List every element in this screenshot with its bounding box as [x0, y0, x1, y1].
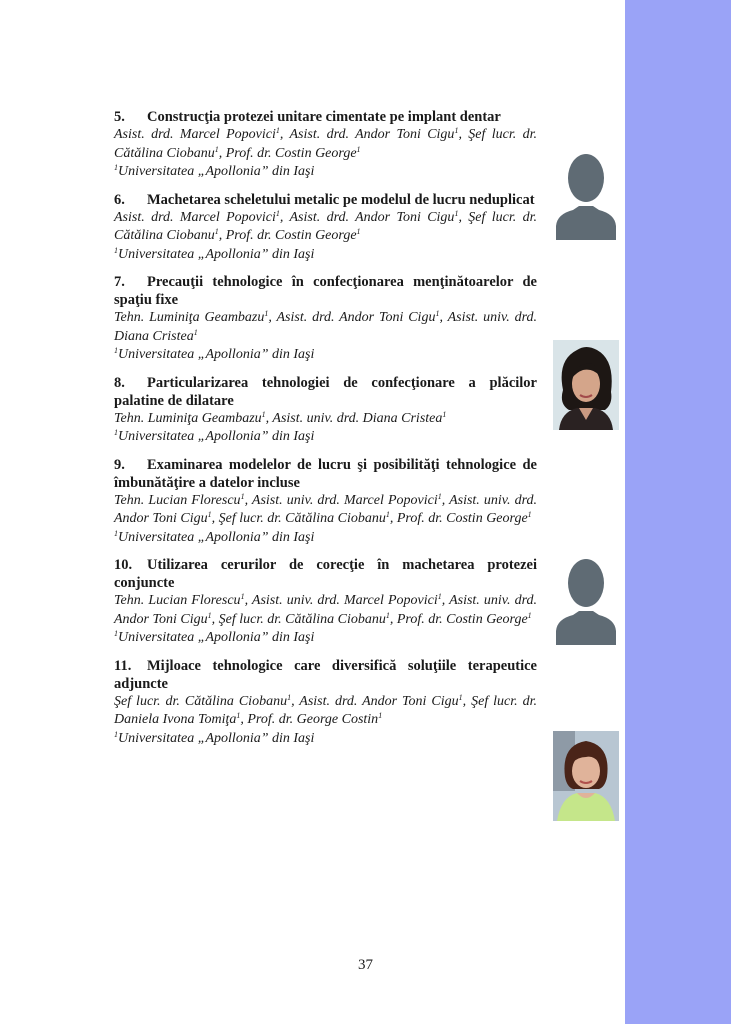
author-affiliation-mark: 1: [356, 144, 361, 154]
entry-title-text: Particularizarea tehnologiei de confecţionare a plăcilor palatine de dilatare: [114, 374, 537, 409]
author-name: Şef lucr. dr. Cătălina Ciobanu: [218, 511, 386, 526]
author-name: Asist. drd. Andor Toni Cigu: [276, 310, 436, 325]
entry-number: 5.: [114, 109, 125, 125]
author-affiliation-mark: 1: [437, 491, 442, 501]
entry-title: [114, 191, 537, 209]
affiliation-text: Universitatea „Apollonia” din Iaşi: [118, 529, 315, 545]
page-number: 37: [358, 957, 373, 973]
entry-number: 9.: [114, 456, 125, 473]
author-name: Asist. univ. drd. Marcel Popovici: [251, 593, 438, 608]
author-affiliation-mark: 1: [454, 126, 459, 135]
affiliation-mark: 1: [114, 428, 118, 437]
entry-affiliation: [114, 163, 537, 182]
affiliation-text: Universitatea „Apollonia” din Iaşi: [118, 730, 315, 746]
author-affiliation-mark: 1: [193, 327, 198, 337]
author-name: Tehn. Lucian Florescu: [114, 593, 241, 608]
entry-authors: Tehn. Lucian Florescu$^1$, Asist. univ. drd. Marcel Popovici$^1$, Asist. univ. drd. Andor Toni Cigu$^1$, Şef lucr. dr. Cătălina Ciobanu$^1$, Prof. dr. Costin George$^1$: [114, 491, 538, 526]
author-name: Tehn. Luminiţa Geambazu: [114, 410, 262, 426]
author-affiliation-mark: 1: [236, 711, 241, 720]
entry-title-text: Machetarea scheletului metalic pe modelul de lucru neduplicat: [147, 191, 535, 208]
author-name: Asist. univ. drd. Diana Cristea: [272, 410, 443, 426]
author-name: Şef lucr. dr. Cătălina Ciobanu: [218, 611, 386, 627]
affiliation-mark: 1: [114, 346, 118, 355]
silhouette-placeholder-icon: [553, 150, 619, 240]
affiliation-mark: 1: [114, 629, 118, 638]
entry-title: [114, 108, 537, 126]
author-name: Şef lucr. dr. Cătălina Ciobanu: [114, 127, 538, 161]
author-affiliation-mark: 1: [435, 309, 440, 318]
author-affiliation-mark: 1: [385, 610, 390, 620]
publication-list: [114, 108, 537, 757]
author-name: Prof. dr. George Costin: [247, 712, 379, 727]
entry-title: [114, 374, 537, 410]
author-name: Prof. dr. Costin George: [396, 511, 528, 526]
entry-number: 8.: [114, 374, 125, 391]
entry-number: 6.: [114, 191, 125, 208]
entry-title-text: Utilizarea cerurilor de corecţie în machetarea protezei conjuncte: [114, 557, 537, 591]
affiliation-mark: 1: [114, 729, 118, 739]
author-affiliation-mark: 1: [207, 510, 212, 519]
entry-title-text: Examinarea modelelor de lucru şi posibilităţi tehnologice de îmbunătăţire a datelor incluse: [114, 456, 537, 491]
author-affiliation-mark: 1: [214, 227, 219, 236]
affiliation-mark: 1: [114, 163, 118, 172]
author-affiliation-mark: 1: [442, 409, 447, 419]
author-affiliation-mark: 1: [437, 592, 442, 601]
author-affiliation-mark: 1: [275, 126, 280, 135]
author-name: Prof. dr. Costin George: [225, 228, 357, 243]
entry-affiliation: [114, 428, 537, 447]
entry-title: [114, 456, 537, 492]
author-affiliation-mark: 1: [275, 208, 280, 218]
author-affiliation-mark: 1: [207, 610, 212, 620]
author-name: Prof. dr. Costin George: [225, 145, 357, 161]
entry-title-text: Precauţii tehnologice în confecţionarea menţinătoarelor de spaţiu fixe: [114, 274, 537, 308]
entry-affiliation: [114, 629, 537, 648]
author-name: Tehn. Luminiţa Geambazu: [114, 310, 265, 325]
author-affiliation-mark: 1: [527, 610, 532, 620]
author-affiliation-mark: 1: [240, 491, 245, 501]
author-affiliation-mark: 1: [356, 227, 361, 236]
author-affiliation-mark: 1: [214, 144, 219, 154]
author-name: Asist. univ. drd. Diana Cristea: [114, 310, 537, 344]
entry-number: 10.: [114, 557, 133, 573]
author-name: Asist. drd. Marcel Popovici: [114, 127, 276, 142]
publication-entry: [114, 191, 537, 265]
affiliation-text: Universitatea „Apollonia” din Iaşi: [118, 630, 315, 645]
entry-authors: Asist. drd. Marcel Popovici$^1$, Asist. drd. Andor Toni Cigu$^1$, Şef lucr. dr. Cătălina Ciobanu$^1$, Prof. dr. Costin George$^1$: [114, 126, 538, 161]
affiliation-text: Universitatea „Apollonia” din Iaşi: [118, 246, 315, 262]
affiliation-mark: 1: [114, 245, 118, 255]
author-name: Tehn. Lucian Florescu: [114, 492, 241, 508]
author-affiliation-mark: 1: [378, 711, 383, 720]
author-affiliation-mark: 1: [454, 208, 459, 218]
author-name: Şef lucr. dr. Cătălina Ciobanu: [114, 209, 538, 243]
entry-title: [114, 657, 537, 693]
affiliation-mark: 1: [114, 528, 118, 538]
author-name: Prof. dr. Costin George: [396, 611, 528, 627]
author-name: Asist. univ. drd. Marcel Popovici: [251, 492, 438, 508]
author-name: Asist. drd. Marcel Popovici: [114, 209, 276, 225]
author-photo-placeholder: [553, 555, 619, 645]
entry-authors: Asist. drd. Marcel Popovici$^1$, Asist. drd. Andor Toni Cigu$^1$, Şef lucr. dr. Cătălina Ciobanu$^1$, Prof. dr. Costin George$^1$: [114, 208, 538, 243]
author-name: Asist. drd. Andor Toni Cigu: [289, 127, 455, 142]
author-photo: [553, 340, 619, 430]
affiliation-text: Universitatea „Apollonia” din Iaşi: [118, 347, 315, 362]
publication-entry: [114, 108, 537, 182]
author-affiliation-mark: 1: [527, 510, 532, 519]
author-name: Asist. univ. drd. Andor Toni Cigu: [114, 593, 538, 627]
side-color-band: [625, 0, 731, 1024]
publication-entry: [114, 374, 537, 447]
author-name: Asist. drd. Andor Toni Cigu: [289, 209, 455, 225]
author-affiliation-mark: 1: [240, 592, 245, 601]
entry-number: 7.: [114, 274, 125, 290]
entry-authors: Tehn. Luminiţa Geambazu$^1$, Asist. drd. Andor Toni Cigu$^1$, Asist. univ. drd. Diana Cristea$^1$: [114, 309, 537, 344]
author-name: Şef lucr. dr. Cătălina Ciobanu: [114, 693, 288, 709]
entry-authors: Tehn. Luminiţa Geambazu$^1$, Asist. univ. drd. Diana Cristea$^1$: [114, 409, 447, 426]
entry-title: [114, 273, 537, 309]
author-photo: [553, 731, 619, 821]
author-affiliation-mark: 1: [287, 692, 292, 702]
author-photo-placeholder: [553, 150, 619, 240]
author-affiliation-mark: 1: [385, 510, 390, 519]
author-name: Şef lucr. dr. Daniela Ivona Tomiţa: [114, 693, 538, 727]
author-name: Asist. univ. drd. Andor Toni Cigu: [114, 492, 538, 526]
author-affiliation-mark: 1: [458, 692, 463, 702]
entry-affiliation: [114, 246, 537, 265]
entry-title-text: Mijloace tehnologice care diversifică soluţiile terapeutice adjuncte: [114, 657, 537, 692]
entry-title: [114, 556, 537, 592]
affiliation-text: Universitatea „Apollonia” din Iaşi: [118, 164, 315, 179]
portrait-photo-woman-green-top: [553, 731, 619, 821]
portrait-photo-woman-dark-hair: [553, 340, 619, 430]
publication-entry: [114, 456, 537, 548]
author-name: Asist. drd. Andor Toni Cigu: [299, 693, 459, 709]
entry-authors: Tehn. Lucian Florescu$^1$, Asist. univ. drd. Marcel Popovici$^1$, Asist. univ. drd. Andor Toni Cigu$^1$, Şef lucr. dr. Cătălina Ciobanu$^1$, Prof. dr. Costin George$^1$: [114, 592, 538, 627]
publication-entry: [114, 556, 537, 648]
affiliation-text: Universitatea „Apollonia” din Iaşi: [118, 429, 315, 444]
entry-authors: Şef lucr. dr. Cătălina Ciobanu$^1$, Asist. drd. Andor Toni Cigu$^1$, Şef lucr. dr. Daniela Ivona Tomiţa$^1$, Prof. dr. George Costin$^1$: [114, 692, 538, 727]
entry-affiliation: [114, 346, 537, 365]
publication-entry: [114, 273, 537, 365]
author-affiliation-mark: 1: [261, 409, 266, 419]
publication-entry: [114, 657, 537, 749]
entry-affiliation: [114, 730, 537, 749]
entry-affiliation: [114, 529, 537, 548]
entry-number: 11.: [114, 657, 132, 674]
silhouette-placeholder-icon: [553, 555, 619, 645]
entry-title-text: Construcţia protezei unitare cimentate pe implant dentar: [147, 109, 501, 125]
author-affiliation-mark: 1: [264, 309, 269, 318]
